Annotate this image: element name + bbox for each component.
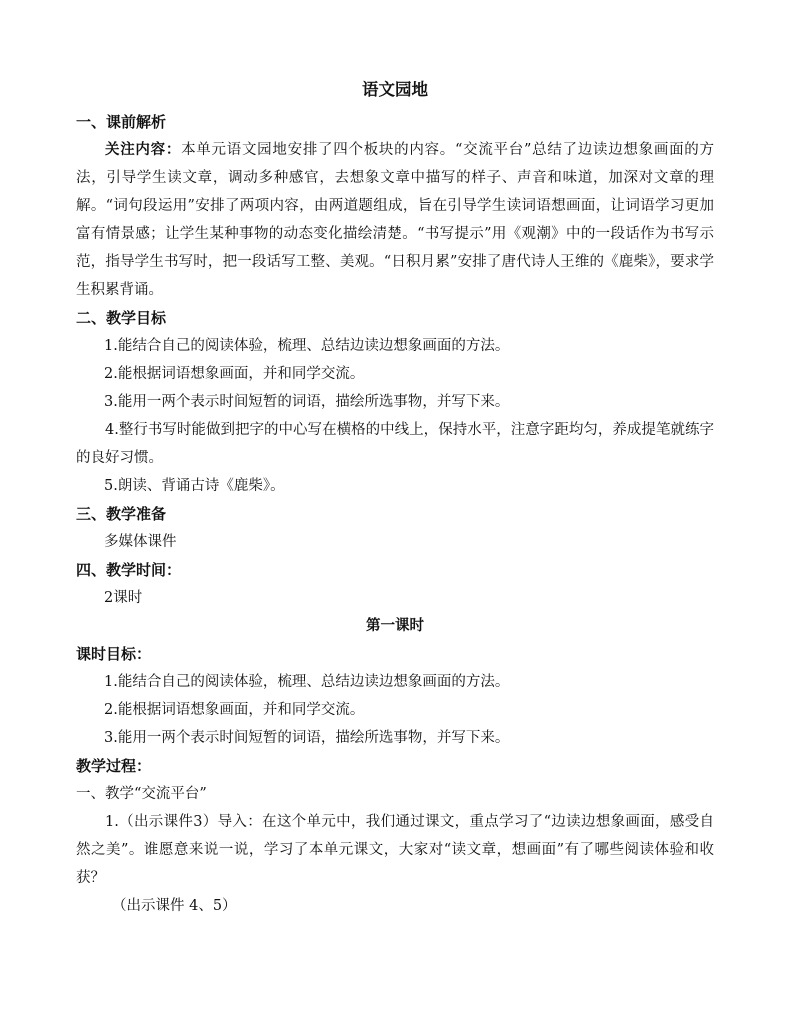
prep-text: 多媒体课件 [104, 534, 177, 550]
lesson-goal-item: 1.能结合自己的阅读体验，梳理、总结边读边想象画面的方法。 [104, 674, 510, 690]
goal-item: 4.整行书写时能做到把字的中心写在横格的中线上，保持水平，注意字距均匀，养成提笔就练字的良好习惯。 [76, 422, 714, 466]
goal-item: 2.能根据词语想象画面，并和同学交流。 [104, 366, 365, 382]
goal-item: 3.能用一两个表示时间短暂的词语，描绘所选事物，并写下来。 [104, 394, 510, 410]
analysis-lead: 关注内容： [105, 142, 182, 158]
section-heading-time: 四、教学时间： [76, 561, 182, 579]
lesson-goal-item: 3.能用一两个表示时间短暂的词语，描绘所选事物，并写下来。 [104, 730, 510, 746]
analysis-text: 本单元语文园地安排了四个板块的内容。“交流平台”总结了边读边想象画面的方法，引导学生读文章，调动多种感官，去想象文章中描写的样子、声音和味道，加深对文章的理解。“词句段运用”安排了两项内容，由两道题组成，旨在引导学生读词语想画面，让词语学习更加富有情景感；让学生某种事物的动态变化描绘清楚。“书写提示”用《观潮》中的一段话作为书写示范，指导学生书写时，把一段话写工整、美观。“日积月累”安排了唐代诗人王维的《鹿柴》，要求学生积累背诵。 [76, 142, 715, 298]
step-text: 1.（出示课件3）导入：在这个单元中，我们通过课文，重点学习了“边读边想象画面，感受自然之美”。谁愿意来说一说，学习了本单元课文，大家对“读文章，想画面”有了哪些阅读体验和收获？ [76, 814, 714, 886]
lesson-goal-item: 2.能根据词语想象画面，并和同学交流。 [104, 702, 365, 718]
section-heading-analysis: 一、课前解析 [76, 113, 167, 131]
process-heading: 教学过程： [76, 757, 152, 775]
goal-item: 5.朗读、背诵古诗《鹿柴》。 [104, 478, 285, 494]
lesson-goals-heading: 课时目标： [76, 645, 152, 663]
document-title: 语文园地 [362, 80, 428, 99]
time-text: 2课时 [104, 590, 143, 606]
analysis-paragraph [76, 136, 714, 304]
section-heading-prep: 三、教学准备 [76, 505, 167, 523]
goal-item: 1.能结合自己的阅读体验，梳理、总结边读边想象画面的方法。 [104, 338, 510, 354]
step-note: （出示课件 4、5） [112, 898, 237, 914]
lesson-title: 第一课时 [366, 618, 424, 634]
step-heading: 一、教学“交流平台” [76, 786, 207, 802]
section-heading-goals: 二、教学目标 [76, 309, 167, 327]
